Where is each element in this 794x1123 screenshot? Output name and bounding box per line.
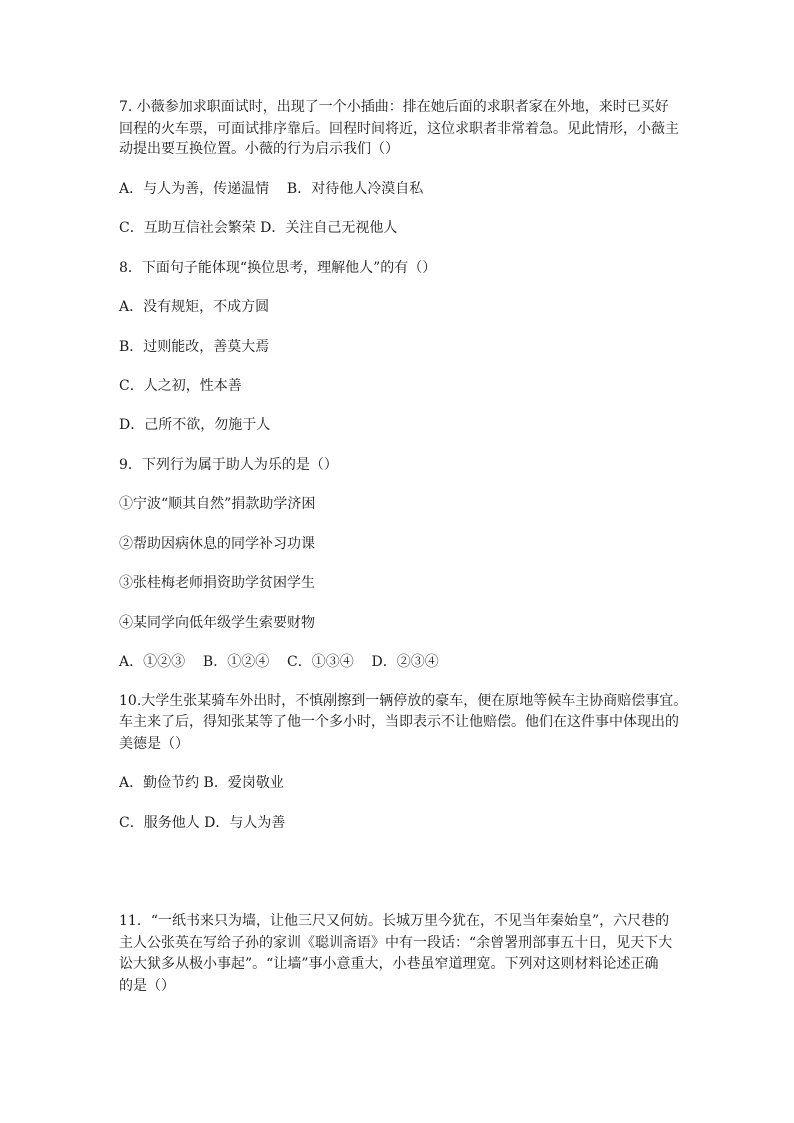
- q8-option-d: D．己所不欲，勿施于人: [119, 417, 271, 433]
- q9-item-3: ③张桂梅老师捐资助学贫困学生: [119, 575, 315, 591]
- q8-stem: 8．下面句子能体现“换位思考，理解他人”的有（）: [119, 260, 437, 276]
- q9-options: A．①②③ B．①②④ C．①③④ D．②③④: [119, 654, 439, 670]
- q9-stem: 9．下列行为属于助人为乐的是（）: [119, 457, 338, 473]
- q8-option-c: C．人之初，性本善: [119, 378, 242, 394]
- q7-stem-line-3: 动提出要互换位置。小薇的行为启示我们（）: [119, 141, 399, 157]
- q10-stem-line-2: 车主来了后，得知张某等了他一个多小时，当即表示不让他赔偿。他们在这件事中体现出的: [119, 714, 679, 730]
- q7-options-ab: A．与人为善，传递温情 B．对待他人冷漠自私: [119, 181, 424, 197]
- q9-item-4: ④某同学向低年级学生索要财物: [119, 615, 315, 631]
- q7-stem-line-1: 7. 小薇参加求职面试时，出现了一个小插曲：排在她后面的求职者家在外地，来时已买好: [119, 99, 669, 115]
- q11-stem-line-2: 主人公张英在写给子孙的家训《聪训斋语》中有一段话：“余曾署刑部事五十日，见天下大: [119, 935, 673, 951]
- q7-stem-line-2: 回程的火车票，可面试排序靠后。回程时间将近，这位求职者非常着急。见此情形，小薇主: [119, 121, 679, 137]
- q10-stem-line-3: 美德是（）: [119, 736, 189, 752]
- q7-options-cd: C．互助互信社会繁荣 D．关注自己无视他人: [119, 220, 398, 236]
- q10-stem-line-1: 10.大学生张某骑车外出时，不慎剐擦到一辆停放的豪车，便在原地等候车主协商赔偿事宜。: [119, 693, 688, 709]
- q10-options-ab: A．勤俭节约 B．爱岗敬业: [119, 775, 284, 791]
- q9-item-1: ①宁波“顺其自然”捐款助学济困: [119, 496, 316, 512]
- q8-option-a: A．没有规矩，不成方圆: [119, 299, 270, 315]
- q9-item-2: ②帮助因病休息的同学补习功课: [119, 536, 315, 552]
- q11-stem-line-4: 的是（）: [119, 978, 175, 994]
- q11-stem-line-1: 11．“一纸书来只为墙，让他三尺又何妨。长城万里今犹在，不见当年秦始皇”，六尺巷的: [119, 913, 670, 929]
- q10-options-cd: C．服务他人 D．与人为善: [119, 815, 286, 831]
- q11-stem-line-3: 讼大狱多从极小事起”。“让墙”事小意重大，小巷虽窄道理宽。下列对这则材料论述正确: [119, 956, 659, 972]
- q8-option-b: B．过则能改，善莫大焉: [119, 339, 270, 355]
